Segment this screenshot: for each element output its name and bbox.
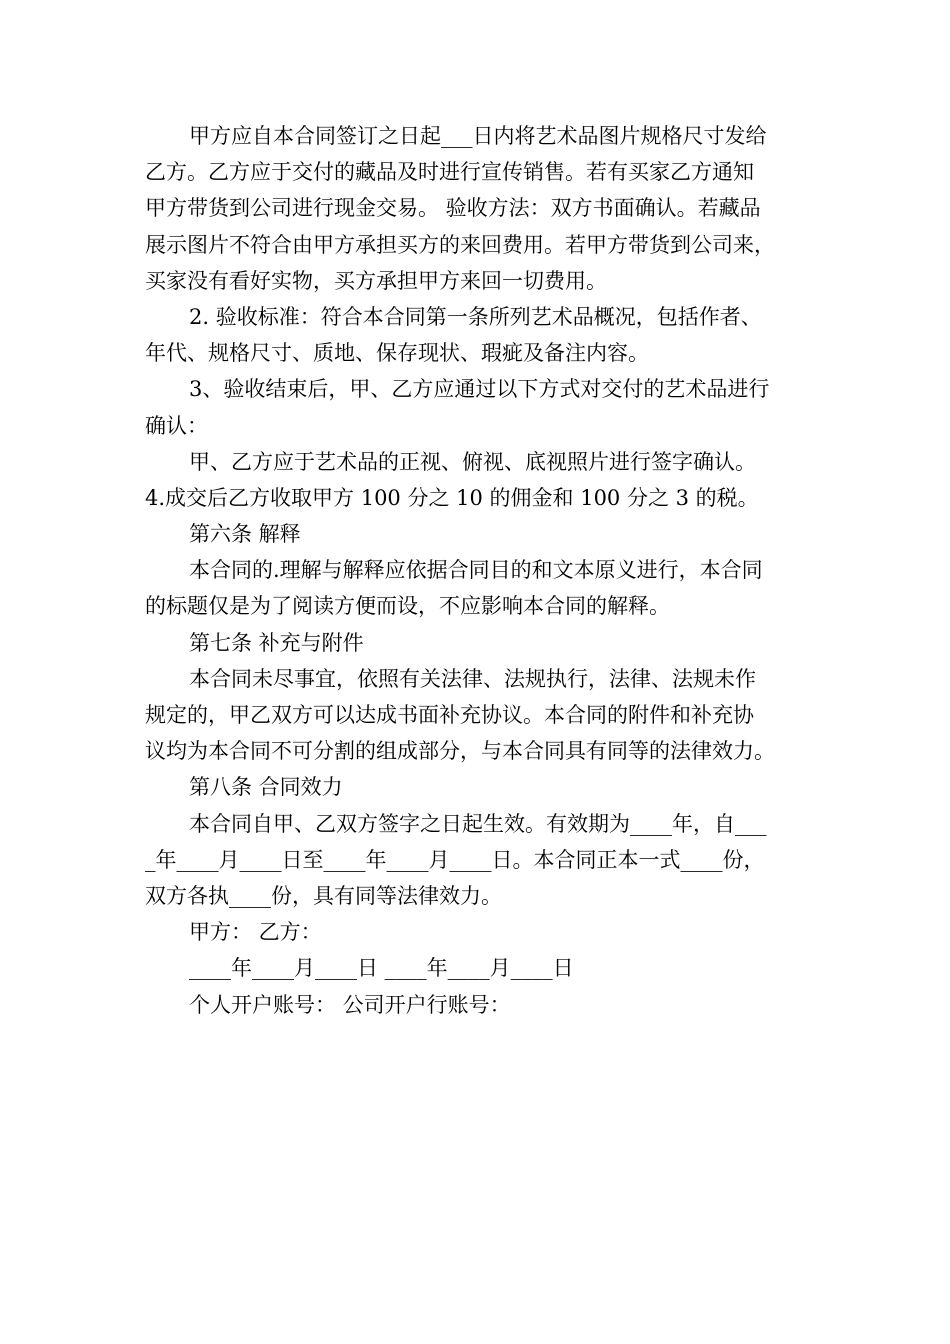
text-line: 确认： <box>145 413 208 438</box>
text-line: 3、验收结束后，甲、乙方应通过以下方式对交付的艺术品进行 <box>189 377 770 402</box>
text-line: 展示图片不符合由甲方承担买方的来回费用。若甲方带货到公司来， <box>145 232 775 257</box>
text-line: _年____月____日至____年____月____日。本合同正本一式____份， <box>145 847 765 872</box>
text-line: 甲方带货到公司进行现金交易。 验收方法：双方书面确认。若藏品 <box>145 196 761 221</box>
text-line: 第七条 补充与附件 <box>189 630 364 655</box>
text-line: 规定的，甲乙双方可以达成书面补充协议。本合同的附件和补充协 <box>145 703 754 727</box>
document-body <box>145 118 807 1023</box>
text-line: 甲方： 乙方： <box>189 920 322 945</box>
text-line: ____年____月____日 ____年____月____日 <box>189 956 574 981</box>
text-line: 本合同未尽事宜，依照有关法律、法规执行，法律、法规未作 <box>189 666 756 691</box>
text-line: 第六条 解释 <box>189 522 301 547</box>
text-line: 双方各执____份，具有同等法律效力。 <box>145 883 502 908</box>
text-line: 乙方。乙方应于交付的藏品及时进行宣传销售。若有买家乙方通知 <box>145 160 754 185</box>
text-line: 甲方应自本合同签订之日起___日内将艺术品图片规格尺寸发给 <box>189 124 767 148</box>
text-line: 2. 验收标准：符合本合同第一条所列艺术品概况，包括作者、 <box>189 304 762 329</box>
text-line: 买家没有看好实物，买方承担甲方来回一切费用。 <box>145 268 607 293</box>
text-line: 本合同自甲、乙双方签字之日起生效。有效期为____年，自___ <box>189 811 767 836</box>
text-line: 个人开户账号： 公司开户行账号： <box>189 992 511 1017</box>
text-line: 4.成交后乙方收取甲方 100 分之 10 的佣金和 100 分之 3 的税。 <box>145 485 759 510</box>
text-line: 第八条 合同效力 <box>189 775 343 800</box>
text-line: 的标题仅是为了阅读方便而设，不应影响本合同的解释。 <box>145 594 670 619</box>
text-line: 议均为本合同不可分割的组成部分，与本合同具有同等的法律效力。 <box>145 739 775 764</box>
text-line: 甲、乙方应于艺术品的正视、俯视、底视照片进行签字确认。 <box>189 449 756 474</box>
text-line: 年代、规格尺寸、质地、保存现状、瑕疵及备注内容。 <box>145 341 649 366</box>
text-line: 本合同的.理解与解释应依据合同目的和文本原义进行，本合同 <box>189 558 763 583</box>
